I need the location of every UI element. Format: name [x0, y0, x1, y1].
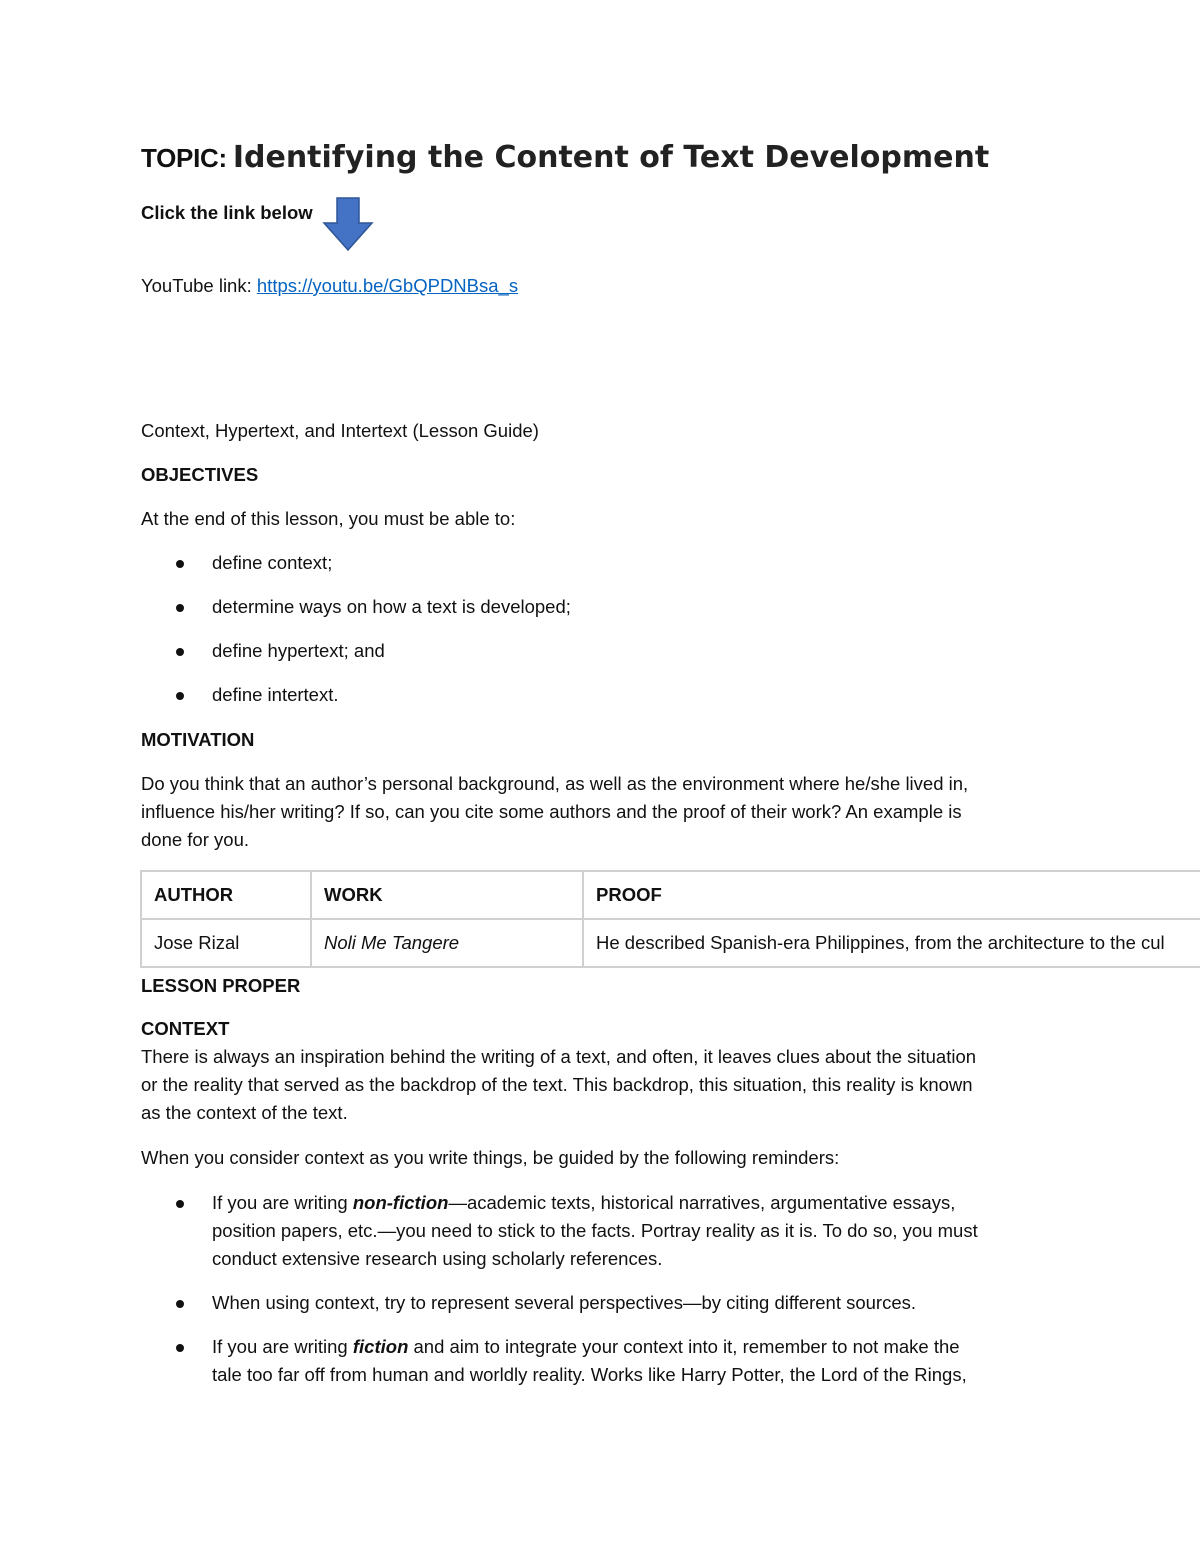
list-item: [0, 549, 571, 593]
reminder-line: [212, 1189, 955, 1217]
table-header-cell: WORK: [311, 871, 583, 919]
bullet-icon: [176, 1200, 184, 1208]
reminder-line: tale too far off from human and worldly reality. Works like Harry Potter, the Lord of the Rings,: [212, 1364, 967, 1385]
table-cell: Jose Rizal: [141, 919, 311, 967]
bullet-icon: [176, 648, 184, 656]
motivation-heading: MOTIVATION: [141, 729, 255, 750]
table-row: [141, 919, 1200, 967]
youtube-link-label: YouTube link:: [141, 275, 257, 296]
motivation-line: done for you.: [141, 829, 249, 850]
reminder-text: and aim to integrate your context into it, remember to not make the: [408, 1336, 960, 1357]
reminder-line: [212, 1333, 960, 1361]
reminder-line: When using context, try to represent several perspectives—by citing different sources.: [212, 1292, 917, 1313]
reminder-line: conduct extensive research using scholarly references.: [212, 1248, 663, 1269]
table-cell: Noli Me Tangere: [311, 919, 583, 967]
lesson-proper-heading: LESSON PROPER: [141, 975, 301, 996]
reminder-text: If you are writing: [212, 1336, 353, 1357]
objectives-heading: OBJECTIVES: [141, 464, 259, 485]
objectives-list: [0, 549, 571, 725]
bullet-icon: [176, 692, 184, 700]
reminder-emphasis: fiction: [352, 1336, 409, 1357]
click-link-instruction: Click the link below: [141, 202, 313, 223]
bullet-icon: [176, 604, 184, 612]
title-main: Identifying the Content of Text Development: [232, 140, 990, 175]
objective-text: define context;: [212, 552, 333, 573]
motivation-line: Do you think that an author’s personal background, as well as the environment where he/she lived in,: [141, 773, 969, 794]
objective-text: define intertext.: [212, 684, 339, 705]
bullet-icon: [176, 1344, 184, 1352]
list-item: [0, 593, 571, 637]
reminder-text: If you are writing: [212, 1192, 353, 1213]
title-prefix: TOPIC:: [141, 143, 227, 173]
arrow-down-icon: [322, 196, 374, 252]
context-line: There is always an inspiration behind the writing of a text, and often, it leaves clues about the situation: [141, 1046, 977, 1067]
youtube-link-row: [141, 272, 518, 300]
list-item: [0, 681, 571, 725]
objectives-intro: At the end of this lesson, you must be able to:: [141, 508, 516, 529]
motivation-line: influence his/her writing? If so, can you cite some authors and the proof of their work? An example is: [141, 801, 962, 822]
reminder-text: —academic texts, historical narratives, argumentative essays,: [448, 1192, 956, 1213]
table-cell: He described Spanish-era Philippines, from the architecture to the cul: [583, 919, 1200, 967]
author-work-table: [140, 870, 1200, 970]
youtube-link[interactable]: https://youtu.be/GbQPDNBsa_s: [256, 275, 519, 296]
reminder-emphasis: non-fiction: [352, 1192, 449, 1213]
context-heading: CONTEXT: [141, 1018, 230, 1039]
page-title: [141, 140, 989, 184]
objective-text: define hypertext; and: [212, 640, 385, 661]
table-header-row: [141, 871, 1200, 919]
lesson-title: Context, Hypertext, and Intertext (Lesson Guide): [141, 420, 539, 441]
context-line: as the context of the text.: [141, 1102, 348, 1123]
reminder-line: position papers, etc.—you need to stick to the facts. Portray reality as it is. To do so, you must: [212, 1220, 978, 1241]
list-item: [0, 637, 571, 681]
reminders-intro: When you consider context as you write things, be guided by the following reminders:: [141, 1147, 840, 1168]
table-header-cell: PROOF: [583, 871, 1200, 919]
table-header-cell: AUTHOR: [141, 871, 311, 919]
bullet-icon: [176, 560, 184, 568]
objective-text: determine ways on how a text is developed;: [212, 596, 571, 617]
bullet-icon: [176, 1300, 184, 1308]
context-line: or the reality that served as the backdrop of the text. This backdrop, this situation, this reality is known: [141, 1074, 973, 1095]
